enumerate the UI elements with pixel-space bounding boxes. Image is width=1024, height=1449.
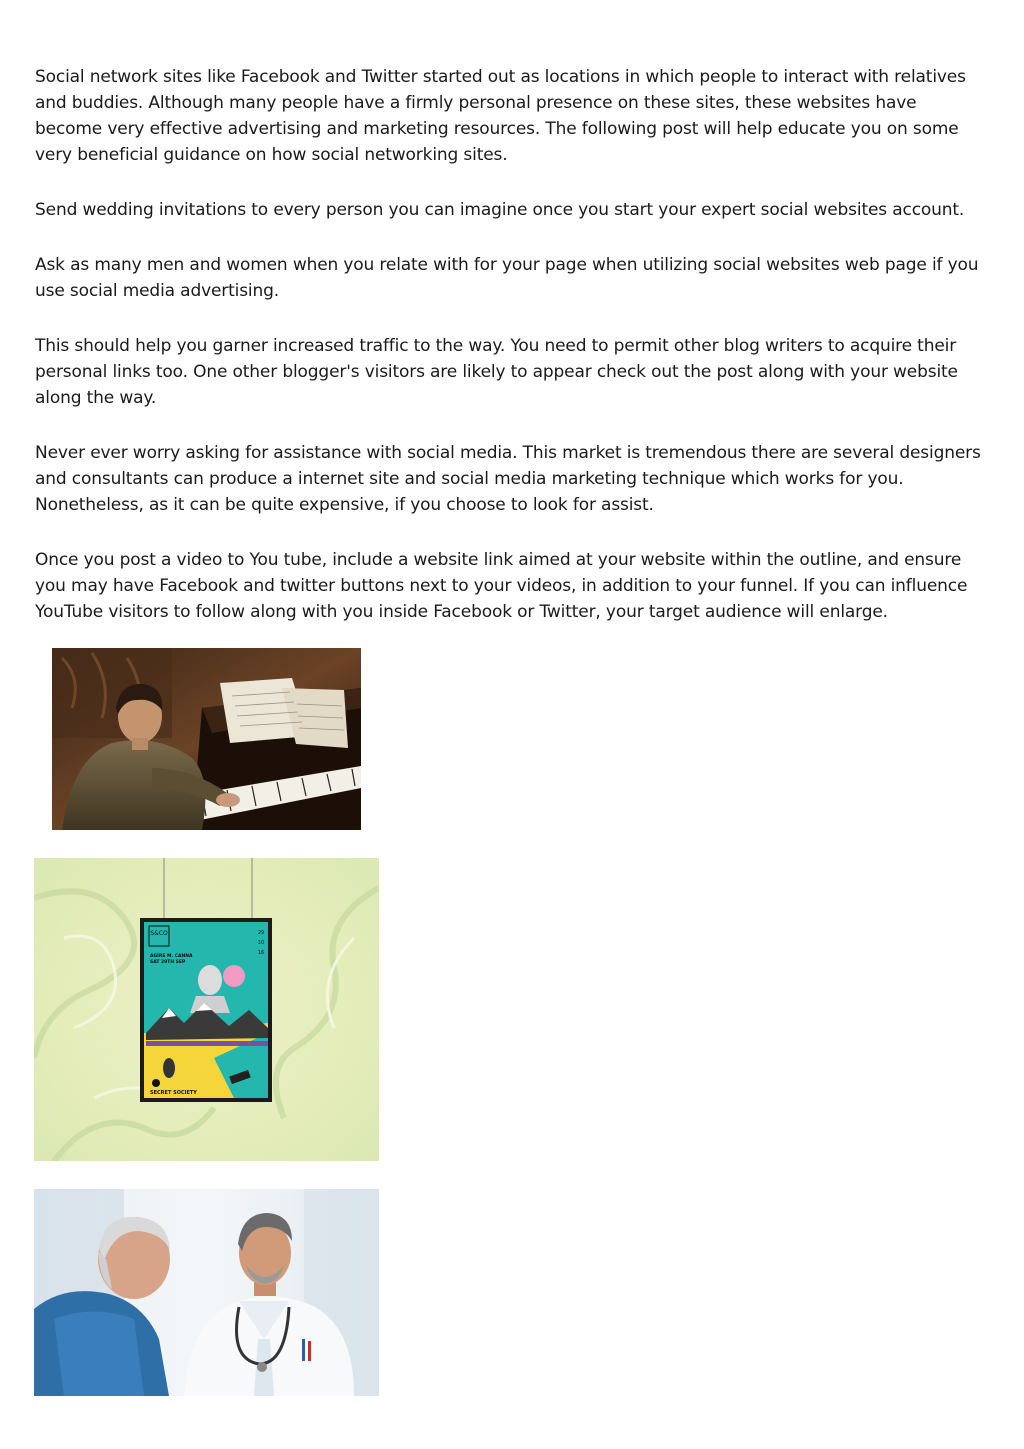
article-body [35,64,985,654]
poster-headline-1: AGIRE M. CANNA [150,954,193,959]
paragraph-traffic: This should help you garner increased traffic to the way. You need to permit other blog writers to acquire their personal links too. One other blogger's visitors are likely to appear check out the post along with your website along the way. [35,336,958,408]
poster-headline-2: SAT 29TH SEP [150,960,186,965]
poster-date-month: 10 [257,940,265,946]
doctor-patient-photo [34,1189,379,1396]
poster-date-day: 29 [257,930,265,936]
poster-brand: SECRET SOCIETY [150,1090,197,1096]
poster-mockup-photo [34,858,379,1161]
paragraph-youtube: Once you post a video to You tube, include a website link aimed at your website within the outline, and ensure you may have Facebook and twitter buttons next to your videos, in addition to your funnel. If you can influence YouTube visitors to follow along with you inside Facebook or Twitter, your target audience will enlarge. [35,550,968,622]
paragraph-ask-people: Ask as many men and women when you relate with for your page when utilizing social websites web page if you use social media advertising. [35,255,979,301]
piano-player-photo [52,648,361,830]
paragraph-assistance: Never ever worry asking for assistance with social media. This market is tremendous there are several designers and consultants can produce a internet site and social media marketing technique which works for you. Nonetheless, as it can be quite expensive, if you choose to look for assist. [35,443,981,515]
poster-logo: S&CO [150,930,168,937]
poster-date-year: 16 [257,950,265,956]
paragraph-intro: Social network sites like Facebook and Twitter started out as locations in which people to interact with relatives and buddies. Although many people have a firmly personal presence on these sites, these websites have become very effective advertising and marketing resources. The following post will help educate you on some very beneficial guidance on how social networking sites. [35,67,966,165]
paragraph-invitations: Send wedding invitations to every person you can imagine once you start your expert social websites account. [35,200,965,220]
